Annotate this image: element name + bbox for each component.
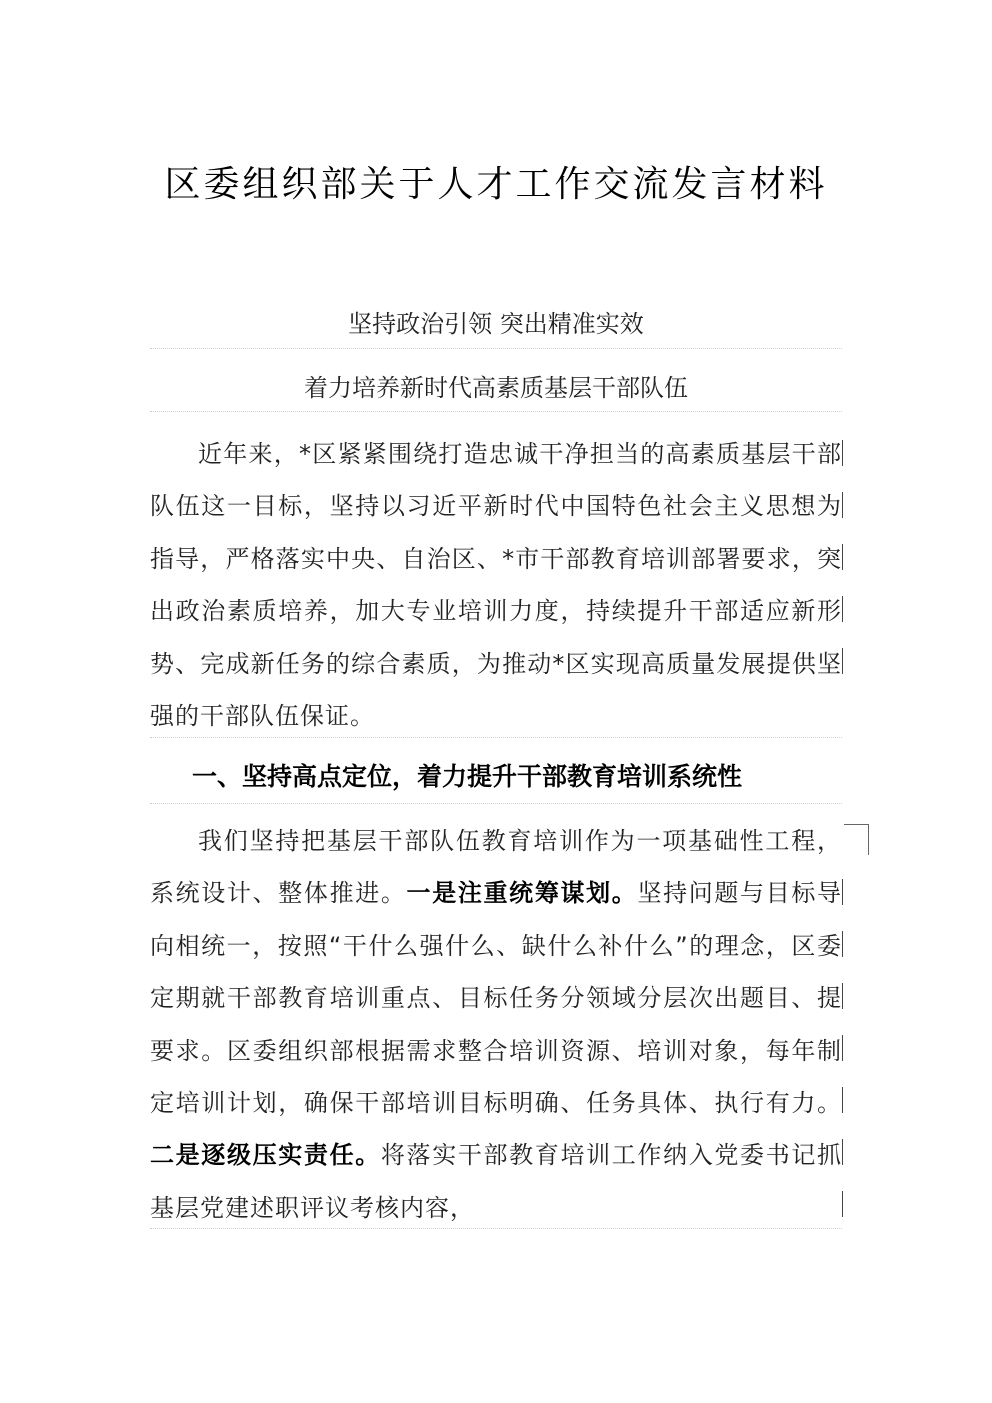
emphasis-text: 一是注重统筹谋划。 bbox=[406, 879, 638, 908]
divider bbox=[150, 803, 842, 804]
margin-bar bbox=[842, 1191, 843, 1217]
margin-bar bbox=[842, 440, 843, 466]
document-title: 区委组织部关于人才工作交流发言材料 bbox=[164, 164, 828, 205]
intro-paragraph: 近年来，*区紧紧围绕打造忠诚干净担当的高素质基层干部队伍这一目标，坚持以习近平新时代中国特色社会主义思想为指导，严格落实中央、自治区、*市干部教育培训部署要求，突出政治素质培养，加大专业培训力度，持续提升干部适应新形势、完成新任务的综合素质，为推动*区实现高质量发展提供坚强的干部队伍保证。 bbox=[150, 440, 842, 731]
margin-bar bbox=[842, 931, 843, 957]
section-1-paragraph bbox=[150, 815, 842, 1234]
margin-bar bbox=[842, 596, 843, 622]
paragraph-text: 坚持问题与目标导向相统一，按照“干什么强什么、缺什么补什么”的理念，区委定期就干部教育培训重点、目标任务分领域分层次出题目、提要求。区委组织部根据需求整合培训资源、培训对象，每年制定培训计划，确保干部培训目标明确、任务具体、执行有力。 bbox=[150, 879, 843, 1118]
margin-bar bbox=[842, 492, 843, 518]
margin-corner-mark bbox=[844, 824, 869, 855]
margin-bar bbox=[842, 648, 843, 674]
document-subtitle-1: 坚持政治引领 突出精准实效 bbox=[348, 310, 644, 338]
divider bbox=[150, 411, 842, 412]
margin-bar bbox=[842, 1087, 843, 1113]
divider bbox=[150, 1228, 842, 1229]
margin-bar bbox=[842, 1035, 843, 1061]
divider bbox=[150, 348, 842, 349]
margin-bar bbox=[842, 983, 843, 1009]
margin-bar bbox=[842, 879, 843, 905]
margin-bar bbox=[842, 544, 843, 570]
paragraph-text: 将落实干部教育培训工作纳入党委书记抓基层党建述职评议考核内容， bbox=[150, 1141, 843, 1222]
document-subtitle-2: 着力培养新时代高素质基层干部队伍 bbox=[304, 374, 688, 402]
divider bbox=[150, 737, 842, 738]
margin-bar bbox=[842, 1139, 843, 1165]
section-heading-1: 一、坚持高点定位，着力提升干部教育培训系统性 bbox=[192, 762, 743, 791]
emphasis-text: 二是逐级压实责任。 bbox=[150, 1141, 381, 1170]
paragraph-text: 我们坚持把基层干部队伍教育培训作为一项基础性工程，系统设计、整体推进。 bbox=[150, 827, 842, 908]
